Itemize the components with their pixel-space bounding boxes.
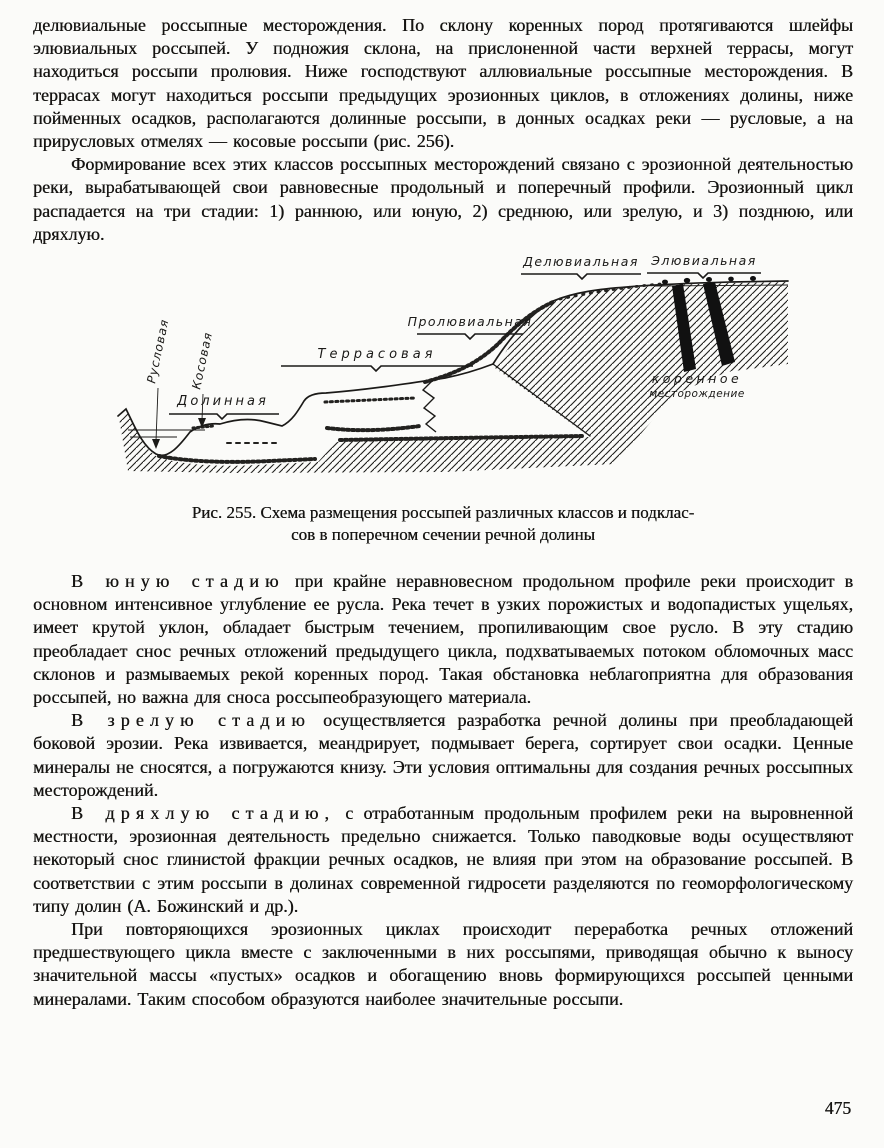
- channel-placer-stipple: [159, 456, 315, 462]
- figure-label-delyuvialnaya: Делювиальная: [523, 254, 639, 270]
- ruslovaya-arrowhead: [152, 439, 160, 449]
- text-run: делювиальные россыпные месторождения. По склону коренных пород протягиваются шлейфы элювиальных россыпей. У подножия склона, на прислоненной части верхней террасы, могут находиться россыпи пролювия. Ниже господствуют аллювиальные россыпные месторождения. В террасах могут находиться россыпи предыдущих эрозионных циклов, в отложениях долины, ниже пойменных осадков, располагаются долинные россыпи, в донных осадках реки — русловые, а на прирусловых отмелях — косовые россыпи (рис. 256).: [33, 15, 853, 152]
- figure-caption: [33, 502, 853, 546]
- valley-cross-section-diagram: [115, 252, 791, 494]
- figure-label-ruslovaya: Русловая: [144, 317, 172, 385]
- eluvial-blob: [706, 277, 712, 282]
- bracket-terrasovaya: [281, 366, 473, 371]
- terrace-placer-row-upper: [325, 398, 415, 402]
- bracket-elyuvialnaya: [647, 273, 761, 278]
- terrace-placer-row-lower: [327, 426, 420, 430]
- emphasized-phrase: В юную стадию: [71, 571, 285, 592]
- text-run: при крайне неравновесном продольном профиле реки происходит в основном интенсивное углубление ее русла. Река течет в узких порожистых и водопадистых ущельях, имеет крутой уклон, обладает быстрым течением, пропиливающим свое русло. В эту стадию преобладает снос речных отложений предыдущего цикла, подхватываемых потоком обломочных масс склонов и размываемых рекой коренных пород. Такая обстановка неблагоприятна для образования россыпей, но важна для сноса россыпеобразующего материала.: [33, 571, 853, 708]
- text-run: Формирование всех этих классов россыпных месторождений связано с эрозионной деятельностью реки, вырабатывающей свои равновесные продольный и поперечный профили. Эрозионный цикл распадается на три стадии: 1) раннюю, или юную, 2) среднюю, или зрелую, и 3) позднюю, или дряхлую.: [33, 154, 853, 244]
- paragraph: [33, 802, 853, 918]
- ruslovaya-arrow-line: [156, 388, 158, 441]
- eluvial-blob: [684, 278, 690, 283]
- emphasized-phrase: В зрелую стадию: [71, 710, 311, 731]
- paragraph: [33, 709, 853, 802]
- paragraph: [33, 14, 853, 153]
- paragraph: [33, 570, 853, 709]
- figure-label-korennoe-2: месторождение: [649, 388, 745, 401]
- body-text-bottom: [33, 570, 853, 1011]
- text-run: При повторяющихся эрозионных циклах происходит переработка речных отложений предшествующего цикла вместе с заключенными в них россыпями, приводящая обычно к выносу значительной массы «пустых» осадков и обогащению вновь формирующихся россыпей ценными минералами. Таким способом образуются наиболее значительные россыпи.: [33, 919, 853, 1009]
- figure-255: [33, 252, 853, 546]
- figure-label-dolinnaya: Долинная: [177, 394, 269, 410]
- paragraph: [33, 153, 853, 246]
- paragraph: [33, 918, 853, 1011]
- figure-label-terrasovaya: Террасовая: [317, 347, 437, 363]
- bracket-dolinnaya: [169, 414, 279, 419]
- text-run: с отработанным продольным профилем реки на выровненной местности, эрозионная деятельность предельно снижается. Только паводковые воды осуществляют некоторый снос глинистой фракции речных осадков, не влияя при этом на образование россыпей. В соответствии с этим россыпи в долинах современной гидросети разделяются по геоморфологическому типу долин (А. Божинский и др.).: [33, 803, 853, 916]
- page-number: 475: [824, 1098, 851, 1118]
- figure-caption-line1: Рис. 255. Схема размещения россыпей различных классов и подклас-: [191, 503, 695, 523]
- bar-dots: [193, 426, 213, 428]
- text-run: осуществляется разработка речной долины при преобладающей боковой эрозии. Река извивается, меандрирует, подмывает берега, сортирует свои осадки. Ценные минералы не сносятся, а погружаются книзу. Эти условия оптимальны для создания речных россыпных месторождений.: [33, 710, 854, 800]
- body-text-top: [33, 14, 853, 246]
- scalloped-boundary: [423, 380, 436, 432]
- figure-label-kosovaya: Косовая: [189, 330, 216, 391]
- bracket-delyuvialnaya: [521, 274, 641, 279]
- emphasized-phrase: В дряхлую стадию,: [71, 803, 336, 824]
- figure-caption-line2: сов в поперечном сечении речной долины: [291, 525, 595, 545]
- figure-label-elyuvialnaya: Элювиальная: [651, 253, 757, 269]
- eluvial-blob: [750, 276, 756, 281]
- eluvial-blob: [728, 277, 734, 282]
- figure-label-prolyuvialnaya: Пролювиальная: [407, 314, 533, 330]
- eluvial-blob: [662, 280, 668, 285]
- figure-label-korennoe-1: коренное: [651, 371, 743, 387]
